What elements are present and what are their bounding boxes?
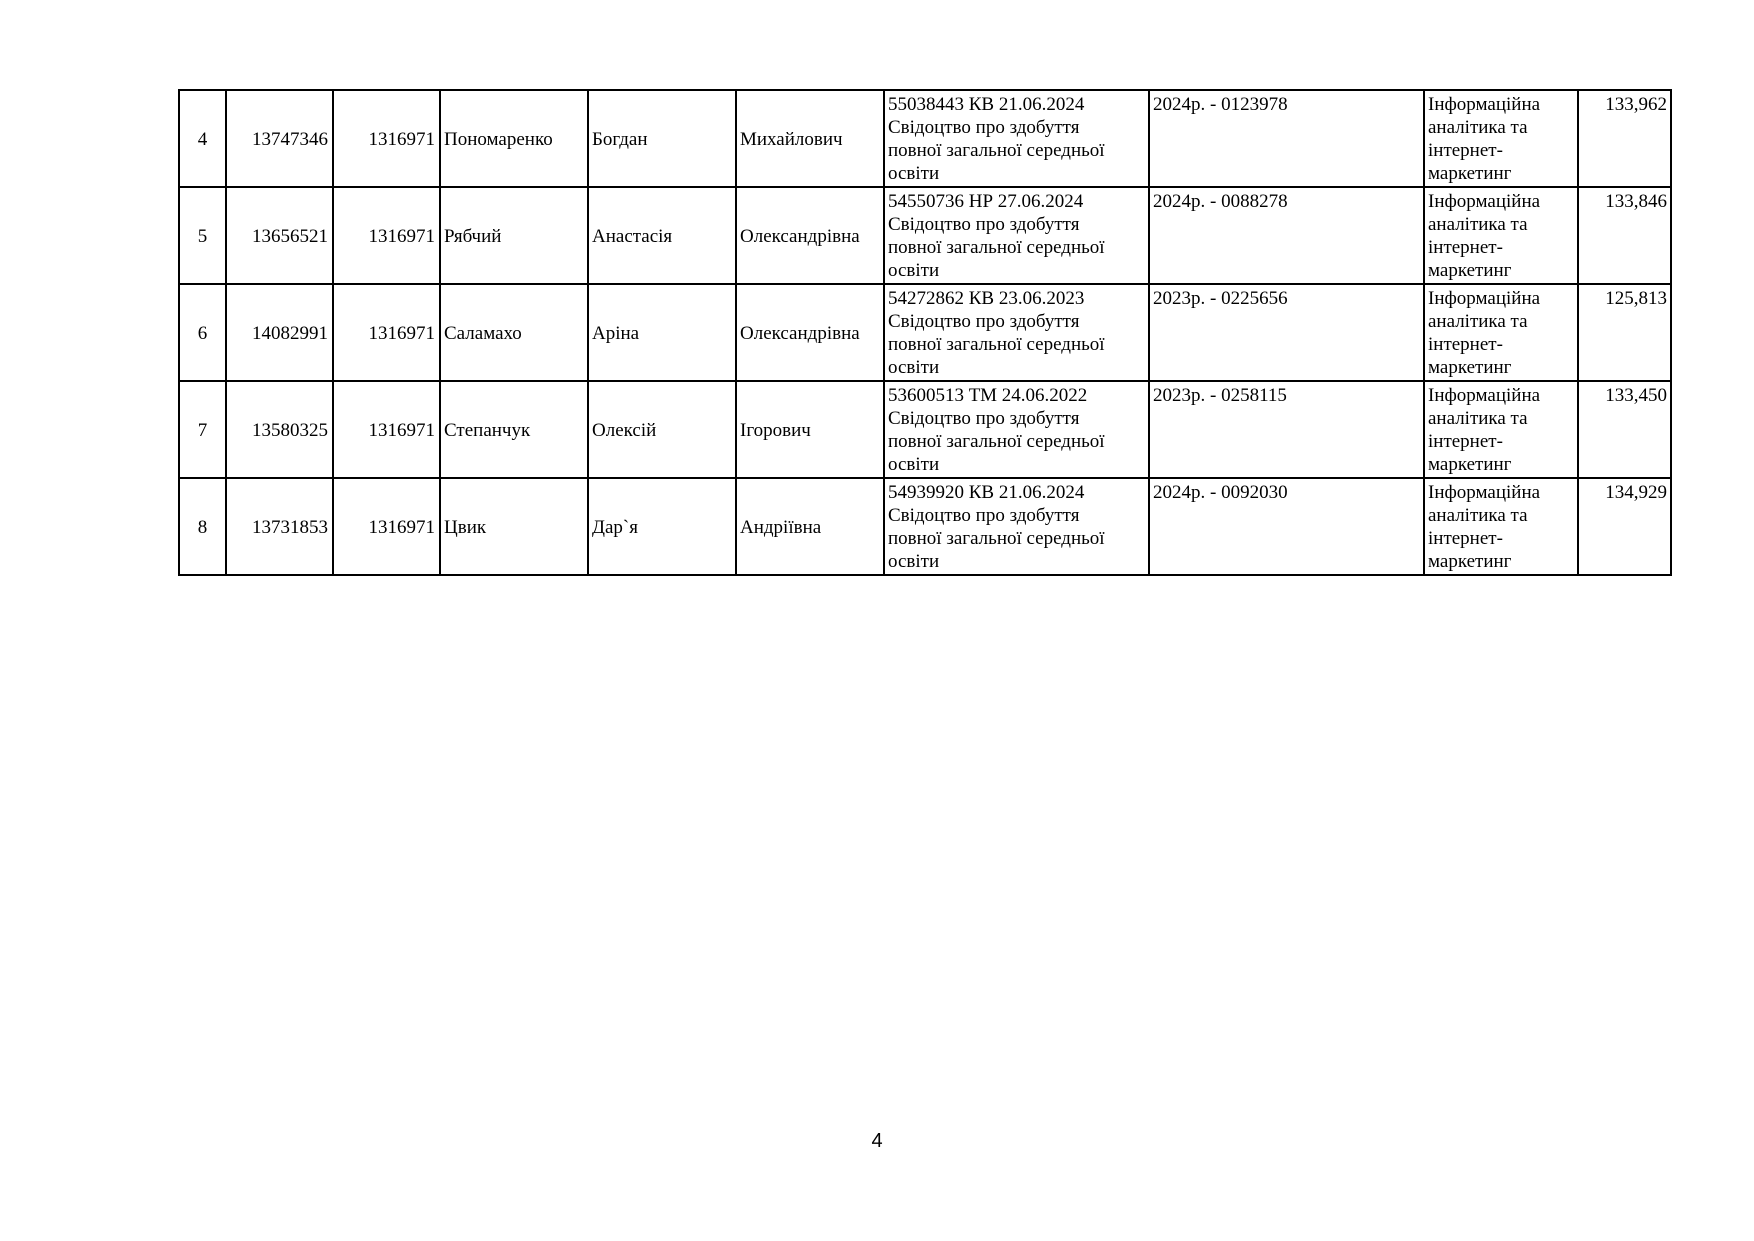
study-program-line: аналітика та bbox=[1428, 117, 1528, 138]
first-name: Олексій bbox=[588, 381, 736, 478]
study-program bbox=[1424, 284, 1578, 381]
study-program-line: інтернет- bbox=[1428, 431, 1503, 452]
education-document-line: 53600513 ТМ 24.06.2022 bbox=[888, 385, 1088, 406]
applicants-table bbox=[178, 89, 1672, 576]
education-document-line: повної загальної середньої bbox=[888, 431, 1105, 452]
education-document-line: освіти bbox=[888, 551, 940, 572]
patronymic: Михайлович bbox=[736, 90, 884, 187]
patronymic: Олександрівна bbox=[736, 187, 884, 284]
education-document-line: освіти bbox=[888, 357, 940, 378]
table-row bbox=[179, 187, 1671, 284]
row-number: 7 bbox=[179, 381, 226, 478]
row-number: 4 bbox=[179, 90, 226, 187]
education-document bbox=[884, 90, 1149, 187]
application-id: 14082991 bbox=[226, 284, 333, 381]
education-document-line: Свідоцтво про здобуття bbox=[888, 214, 1080, 235]
study-program-line: аналітика та bbox=[1428, 408, 1528, 429]
last-name: Степанчук bbox=[440, 381, 588, 478]
education-document-line: освіти bbox=[888, 163, 940, 184]
first-name: Дар`я bbox=[588, 478, 736, 575]
table-row bbox=[179, 381, 1671, 478]
study-program-line: Інформаційна bbox=[1428, 385, 1541, 406]
row-number: 8 bbox=[179, 478, 226, 575]
education-document-line: Свідоцтво про здобуття bbox=[888, 311, 1080, 332]
education-document-line: 55038443 КВ 21.06.2024 bbox=[888, 94, 1085, 115]
table-row bbox=[179, 90, 1671, 187]
application-id: 13656521 bbox=[226, 187, 333, 284]
program-code: 1316971 bbox=[333, 90, 440, 187]
study-program bbox=[1424, 187, 1578, 284]
row-number: 5 bbox=[179, 187, 226, 284]
exam-certificate: 2023р. - 0225656 bbox=[1149, 284, 1424, 381]
study-program bbox=[1424, 381, 1578, 478]
last-name: Пономаренко bbox=[440, 90, 588, 187]
table-row bbox=[179, 284, 1671, 381]
patronymic: Ігорович bbox=[736, 381, 884, 478]
last-name: Рябчий bbox=[440, 187, 588, 284]
study-program-line: аналітика та bbox=[1428, 505, 1528, 526]
program-code: 1316971 bbox=[333, 381, 440, 478]
study-program-line: маркетинг bbox=[1428, 260, 1512, 281]
competition-score: 125,813 bbox=[1578, 284, 1671, 381]
study-program-line: Інформаційна bbox=[1428, 482, 1541, 503]
last-name: Саламахо bbox=[440, 284, 588, 381]
education-document-line: Свідоцтво про здобуття bbox=[888, 117, 1080, 138]
education-document bbox=[884, 284, 1149, 381]
study-program-line: Інформаційна bbox=[1428, 94, 1541, 115]
education-document-line: освіти bbox=[888, 454, 940, 475]
education-document-line: освіти bbox=[888, 260, 940, 281]
exam-certificate: 2024р. - 0088278 bbox=[1149, 187, 1424, 284]
first-name: Анастасія bbox=[588, 187, 736, 284]
study-program-line: інтернет- bbox=[1428, 237, 1503, 258]
education-document-line: Свідоцтво про здобуття bbox=[888, 408, 1080, 429]
education-document bbox=[884, 478, 1149, 575]
study-program-line: маркетинг bbox=[1428, 551, 1512, 572]
first-name: Аріна bbox=[588, 284, 736, 381]
study-program-line: аналітика та bbox=[1428, 311, 1528, 332]
education-document-line: 54939920 КВ 21.06.2024 bbox=[888, 482, 1085, 503]
program-code: 1316971 bbox=[333, 284, 440, 381]
program-code: 1316971 bbox=[333, 187, 440, 284]
study-program-line: маркетинг bbox=[1428, 357, 1512, 378]
education-document bbox=[884, 381, 1149, 478]
study-program-line: інтернет- bbox=[1428, 334, 1503, 355]
application-id: 13747346 bbox=[226, 90, 333, 187]
study-program-line: аналітика та bbox=[1428, 214, 1528, 235]
education-document-line: повної загальної середньої bbox=[888, 237, 1105, 258]
application-id: 13580325 bbox=[226, 381, 333, 478]
education-document-line: повної загальної середньої bbox=[888, 334, 1105, 355]
page-number: 4 bbox=[871, 1130, 883, 1152]
application-id: 13731853 bbox=[226, 478, 333, 575]
last-name: Цвик bbox=[440, 478, 588, 575]
study-program-line: маркетинг bbox=[1428, 454, 1512, 475]
study-program-line: Інформаційна bbox=[1428, 288, 1541, 309]
study-program-line: Інформаційна bbox=[1428, 191, 1541, 212]
education-document-line: повної загальної середньої bbox=[888, 140, 1105, 161]
study-program-line: інтернет- bbox=[1428, 528, 1503, 549]
table-body bbox=[179, 90, 1671, 575]
patronymic: Андріївна bbox=[736, 478, 884, 575]
competition-score: 133,962 bbox=[1578, 90, 1671, 187]
study-program bbox=[1424, 90, 1578, 187]
exam-certificate: 2024р. - 0092030 bbox=[1149, 478, 1424, 575]
row-number: 6 bbox=[179, 284, 226, 381]
education-document-line: 54272862 КВ 23.06.2023 bbox=[888, 288, 1085, 309]
exam-certificate: 2023р. - 0258115 bbox=[1149, 381, 1424, 478]
program-code: 1316971 bbox=[333, 478, 440, 575]
study-program bbox=[1424, 478, 1578, 575]
study-program-line: інтернет- bbox=[1428, 140, 1503, 161]
education-document bbox=[884, 187, 1149, 284]
education-document-line: Свідоцтво про здобуття bbox=[888, 505, 1080, 526]
patronymic: Олександрівна bbox=[736, 284, 884, 381]
education-document-line: 54550736 НР 27.06.2024 bbox=[888, 191, 1084, 212]
education-document-line: повної загальної середньої bbox=[888, 528, 1105, 549]
first-name: Богдан bbox=[588, 90, 736, 187]
competition-score: 133,846 bbox=[1578, 187, 1671, 284]
table-row bbox=[179, 478, 1671, 575]
exam-certificate: 2024р. - 0123978 bbox=[1149, 90, 1424, 187]
competition-score: 134,929 bbox=[1578, 478, 1671, 575]
study-program-line: маркетинг bbox=[1428, 163, 1512, 184]
competition-score: 133,450 bbox=[1578, 381, 1671, 478]
